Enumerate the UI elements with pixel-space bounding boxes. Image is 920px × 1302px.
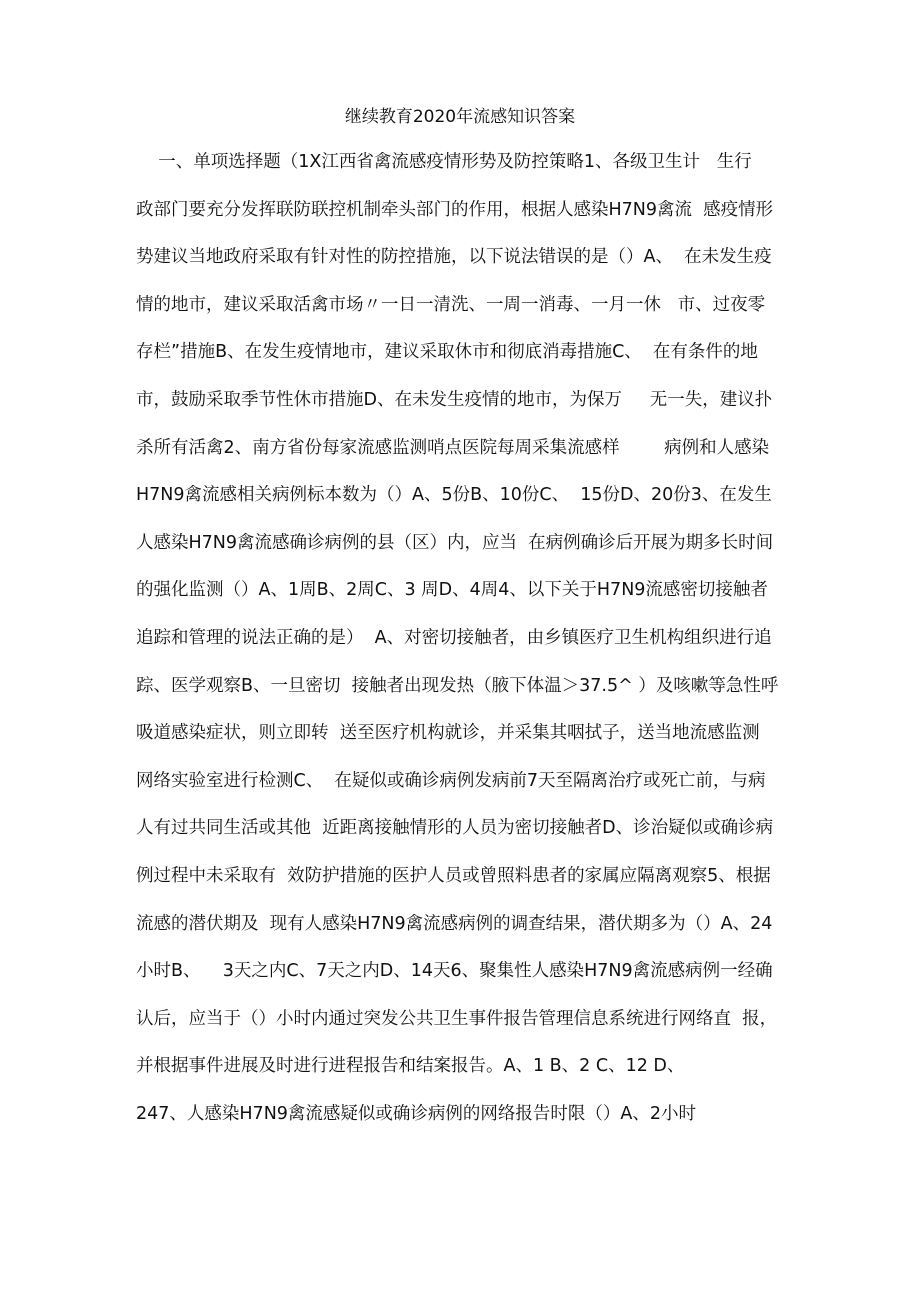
- body-line: 247、人感染H7N9禽流感疑似或确诊病例的网络报告时限（）A、2小时: [136, 1103, 697, 1124]
- body-line: 例过程中未采取有 效防护措施的医护人员或曾照料患者的家属应隔离观察5、根据: [136, 865, 771, 886]
- body-line: 的强化监测（）A、1周B、2周C、3 周D、4周4、以下关于H7N9流感密切接触者: [136, 580, 768, 601]
- body-line: H7N9禽流感相关病例标本数为（）A、5份B、10份C、 15份D、20份3、在发生: [136, 485, 772, 506]
- body-line: 并根据事件进展及时进行进程报告和结案报告。A、1 B、2 C、12 D、: [136, 1056, 685, 1077]
- document-title: 继续教育2020年流感知识答案: [344, 107, 576, 127]
- body-line: 踪、医学观察B、一旦密切 接触者出现发热（腋下体温＞37.5^ ）及咳嗽等急性呼: [136, 675, 779, 696]
- body-line: 网络实验室进行检测C、 在疑似或确诊病例发病前7天至隔离治疗或死亡前，与病: [136, 770, 766, 791]
- body-line: 小时B、 3天之内C、7天之内D、14天6、聚集性人感染H7N9禽流感病例一经确: [136, 961, 773, 982]
- body-line: 存栏”措施B、在发生疫情地市，建议采取休市和彻底消毒措施C、 在有条件的地: [136, 342, 758, 363]
- body-line: 一、单项选择题（1X江西省禽流感疫情形势及防控策略1、各级卫生计 生行: [136, 152, 752, 172]
- body-line: 吸道感染症状，则立即转 送至医疗机构就诊，并采集其咽拭子，送当地流感监测: [136, 723, 760, 744]
- body-line: 人感染H7N9禽流感确诊病例的县（区）内，应当 在病例确诊后开展为期多长时间: [136, 532, 774, 553]
- body-line: 情的地市，建议采取活禽市场〃一日一清洗、一周一消毒、一月一休 市、过夜零: [136, 294, 766, 315]
- body-line: 追踪和管理的说法正确的是） A、对密切接触者，由乡镇医疗卫生机构组织进行追: [136, 627, 772, 648]
- body-line: 杀所有活禽2、南方省份每家流感监测哨点医院每周采集流感样 病例和人感染: [136, 437, 770, 458]
- body-line: 人有过共同生活或其他 近距离接触情形的人员为密切接触者D、诊治疑似或确诊病: [136, 818, 774, 839]
- body-line: 流感的潜伏期及 现有人感染H7N9禽流感病例的调查结果，潜伏期多为（）A、24: [136, 913, 773, 934]
- body-line: 政部门要充分发挥联防联控机制牵头部门的作用，根据人感染H7N9禽流 感疫情形: [136, 199, 774, 220]
- body-line: 认后，应当于（）小时内通过突发公共卫生事件报告管理信息系统进行网络直 报，: [136, 1008, 778, 1029]
- body-line: 势建议当地政府采取有针对性的防控措施，以下说法错误的是（）A、 在未发生疫: [136, 247, 772, 268]
- document-body: [136, 147, 800, 1146]
- body-line: 市，鼓励采取季节性休市措施D、在未发生疫情的地市，为保万 无一失，建议扑: [136, 389, 773, 410]
